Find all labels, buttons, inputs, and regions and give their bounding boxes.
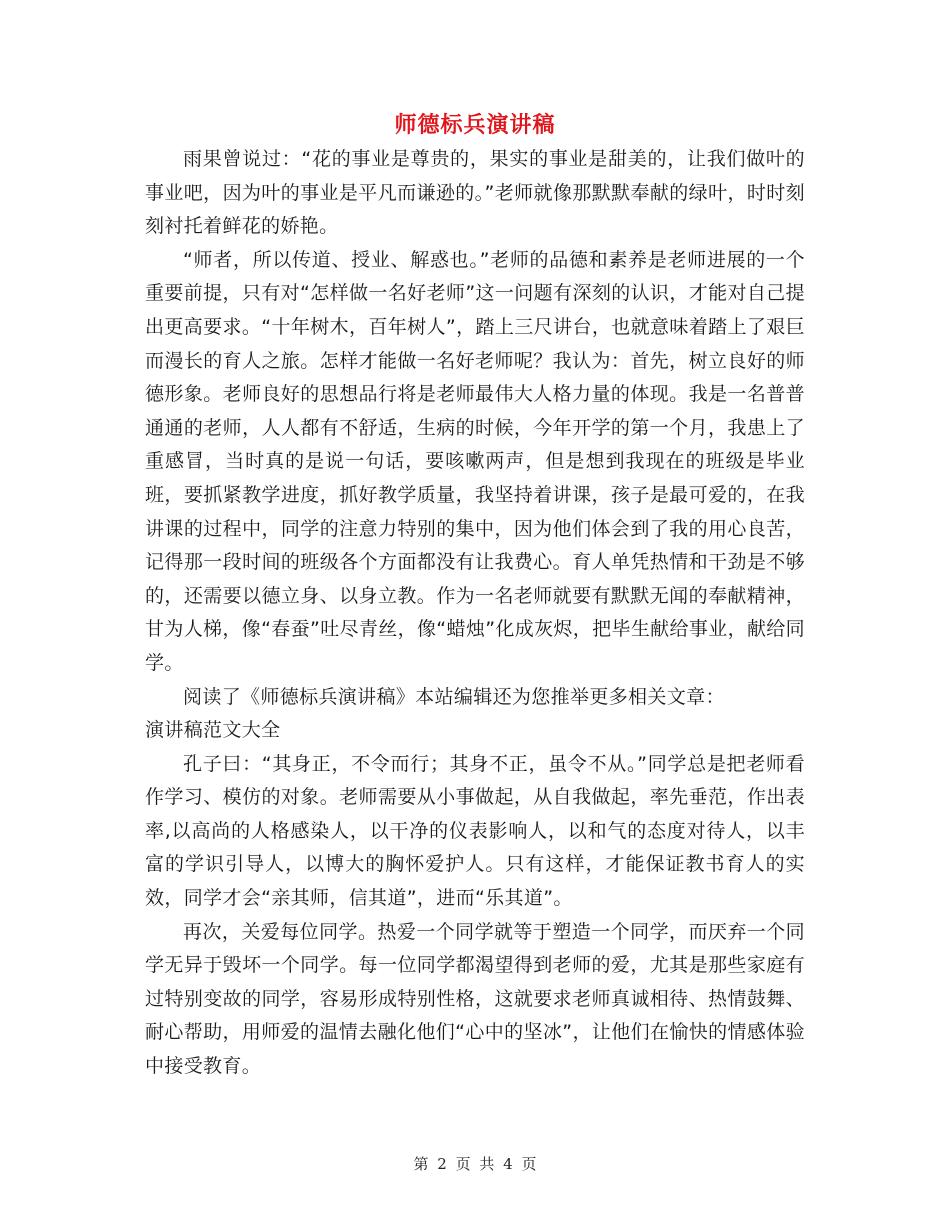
paragraph-related-intro: 阅读了《师德标兵演讲稿》本站编辑还为您推举更多相关文章： — [183, 685, 725, 708]
paragraph-intro: 雨果曾说过：“花的事业是尊贵的，果实的事业是甜美的，让我们做叶的事业吧，因为叶的事业是平凡而谦逊的。”老师就像那默默奉献的绿叶，时时刻刻衬托着鲜花的娇艳。 — [145, 148, 805, 238]
paragraph-confucius: 孔子曰：“其身正，不令而行；其身不正，虽令不从。”同学总是把老师看作学习、模仿的对象。老师需要从小事做起，从自我做起，率先垂范，作出表率,以高尚的人格感染人，以干净的仪表影响人，以和气的态度对待人，以丰富的学识引导人，以博大的胸怀爱护人。只有这样，才能保证教书育人的实效，同学才会“亲其师，信其道”，进而“乐其道”。 — [145, 752, 805, 910]
document-body — [145, 143, 805, 1084]
page-number-footer: 第 2 页 共 4 页 — [413, 1155, 537, 1173]
paragraph-care-students: 再次，关爱每位同学。热爱一个同学就等于塑造一个同学，而厌弃一个同学无异于毁坏一个同学。每一位同学都渴望得到老师的爱，尤其是那些家庭有过特别变故的同学，容易形成特别性格，这就要求老师真诚相待、热情鼓舞、耐心帮助，用师爱的温情去融化他们“心中的坚冰”，让他们在愉快的情感体验中接受教育。 — [145, 920, 805, 1078]
document-title: 师德标兵演讲稿 — [394, 112, 556, 138]
related-article-link[interactable]: 演讲稿范文大全 — [145, 719, 281, 742]
paragraph-teacher-virtue: “师者，所以传道、授业、解惑也。”老师的品德和素养是老师进展的一个重要前提，只有对“怎样做一名好老师”这一问题有深刻的认识，才能对自己提出更高要求。“十年树木，百年树人”，踏上三尺讲台，也就意味着踏上了艰巨而漫长的育人之旅。怎样才能做一名好老师呢？我认为：首先，树立良好的师德形象。老师良好的思想品行将是老师最伟大人格力量的体现。我是一名普普通通的老师，人人都有不舒适，生病的时候，今年开学的第一个月，我患上了重感冒，当时真的是说一句话，要咳嗽两声，但是想到我现在的班级是毕业班，要抓紧教学进度，抓好教学质量，我坚持着讲课，孩子是最可爱的，在我讲课的过程中，同学的注意力特别的集中，因为他们体会到了我的用心良苦，记得那一段时间的班级各个方面都没有让我费心。育人单凭热情和干劲是不够的，还需要以德立身、以身立教。作为一名老师就要有默默无闻的奉献精神，甘为人梯，像“春蚕”吐尽青丝，像“蜡烛”化成灰烬，把毕生献给事业，献给同学。 — [145, 248, 805, 674]
